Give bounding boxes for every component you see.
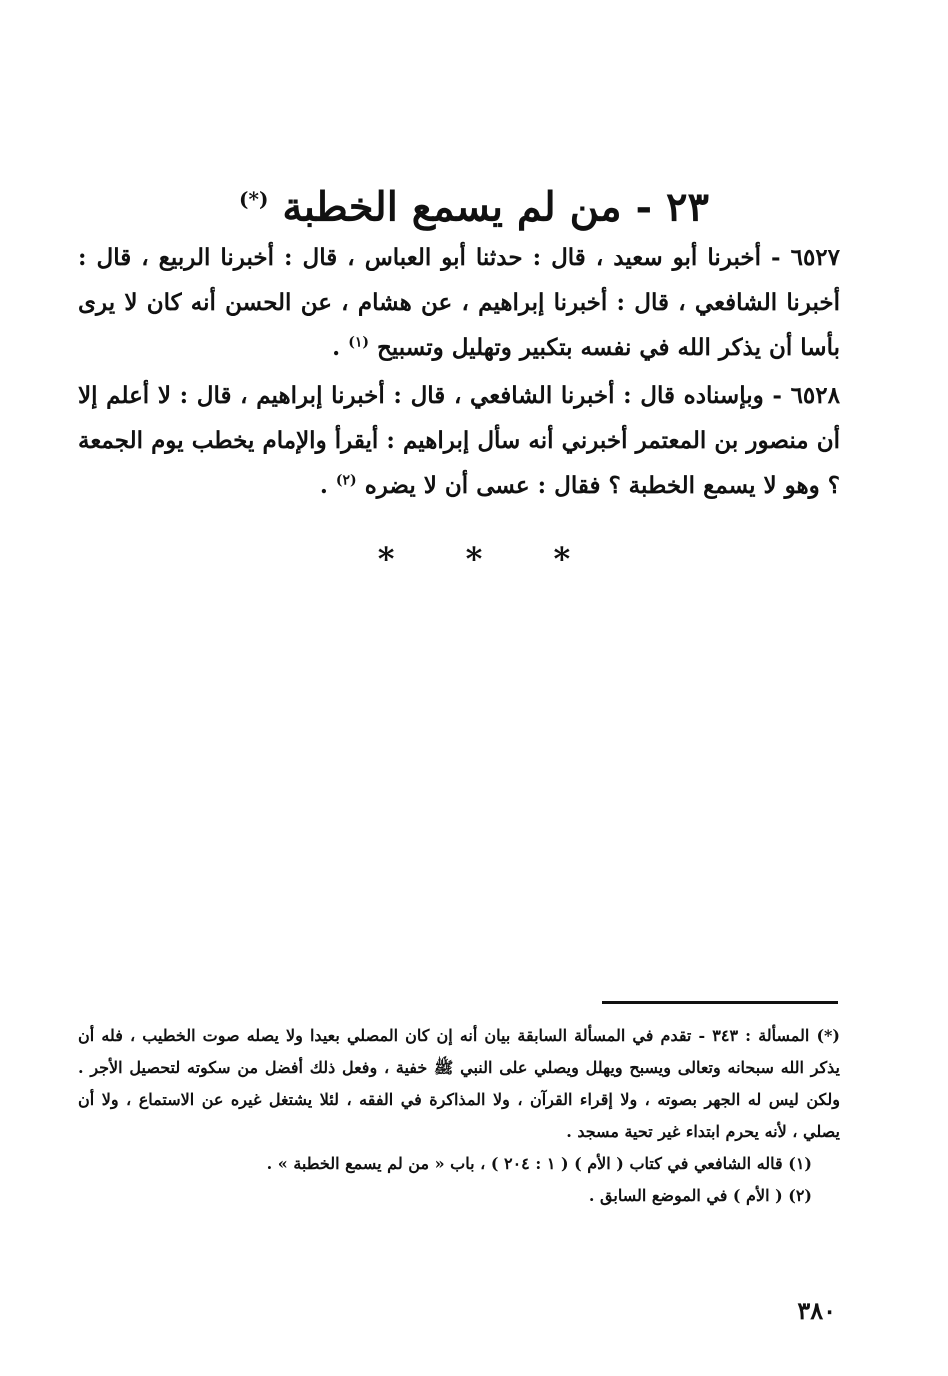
chapter-number: ٢٣: [665, 183, 709, 231]
page-number: ٣٨٠: [797, 1296, 836, 1325]
paragraph-number: ٦٥٢٨: [790, 382, 840, 409]
footnote-divider: [602, 1001, 838, 1004]
paragraph-6527: [78, 235, 840, 370]
footnotes-section: [78, 1020, 840, 1212]
asterisk-ornament: *: [465, 540, 483, 578]
footnote-marker: (*): [816, 1026, 840, 1045]
footnote-2: [78, 1180, 840, 1212]
section-separator: [0, 540, 948, 578]
footnote-text: - تقدم في المسألة السابقة بيان أنه إن كان المصلي بعيدا ولا يصله صوت الخطيب ، فله أن يذكر الله سبحانه وتعالى ويسبح ويهلل ويصلي على النبي ﷺ خفية ، وفعل ذلك أفضل من سكوته لتحصيل الأجر . ولكن ليس له الجهر بصوته ، ولا إقراء القرآن ، ولا المذاكرة في الفقه ، لئلا يشتغل غيره عن الاستماع ، ولا أن يصلي ، لأنه يحرم ابتداء غير تحية مسجد .: [78, 1026, 840, 1141]
asterisk-ornament: *: [377, 540, 395, 578]
chapter-footnote-marker: (*): [239, 186, 269, 211]
footnote-text: ( الأم ) في الموضع السابق .: [588, 1186, 783, 1205]
paragraph-number: ٦٥٢٧: [790, 244, 841, 271]
paragraph-text: - أخبرنا أبو سعيد ، قال : حدثنا أبو العباس ، قال : أخبرنا الربيع ، قال : أخبرنا الشافعي ، قال : أخبرنا إبراهيم ، عن هشام ، عن الحسن أنه كان لا يرى بأسا أن يذكر الله في نفسه بتكبير وتهليل وتسبيح: [78, 244, 840, 361]
footnote-label: المسألة : ٣٤٣: [712, 1026, 810, 1045]
chapter-title-text: من لم يسمع الخطبة: [282, 183, 622, 231]
paragraph-6528: [78, 373, 840, 508]
footnote-1: [78, 1148, 840, 1180]
footnote-main: [78, 1020, 840, 1148]
asterisk-ornament: *: [553, 540, 571, 578]
paragraph-text: - وبإسناده قال : أخبرنا الشافعي ، قال : أخبرنا إبراهيم ، قال : لا أعلم إلا أن منصور بن المعتمر أخبرني أنه سأل إبراهيم : أيقرأ والإمام يخطب يوم الجمعة ؟ وهو لا يسمع الخطبة ؟ فقال : عسى أن لا يضره: [78, 382, 840, 499]
chapter-title: [80, 167, 868, 239]
footnote-reference: (٢): [335, 472, 357, 489]
footnote-marker: (١): [788, 1154, 812, 1173]
chapter-dash: -: [635, 183, 653, 231]
footnote-reference: (١): [348, 334, 369, 351]
footnote-text: قاله الشافعي في كتاب ( الأم ) ( ١ : ٢٠٤ ) ، باب « من لم يسمع الخطبة » .: [266, 1154, 783, 1173]
footnote-marker: (٢): [788, 1186, 812, 1205]
paragraph-end: .: [332, 334, 341, 361]
paragraph-end: .: [319, 472, 328, 499]
